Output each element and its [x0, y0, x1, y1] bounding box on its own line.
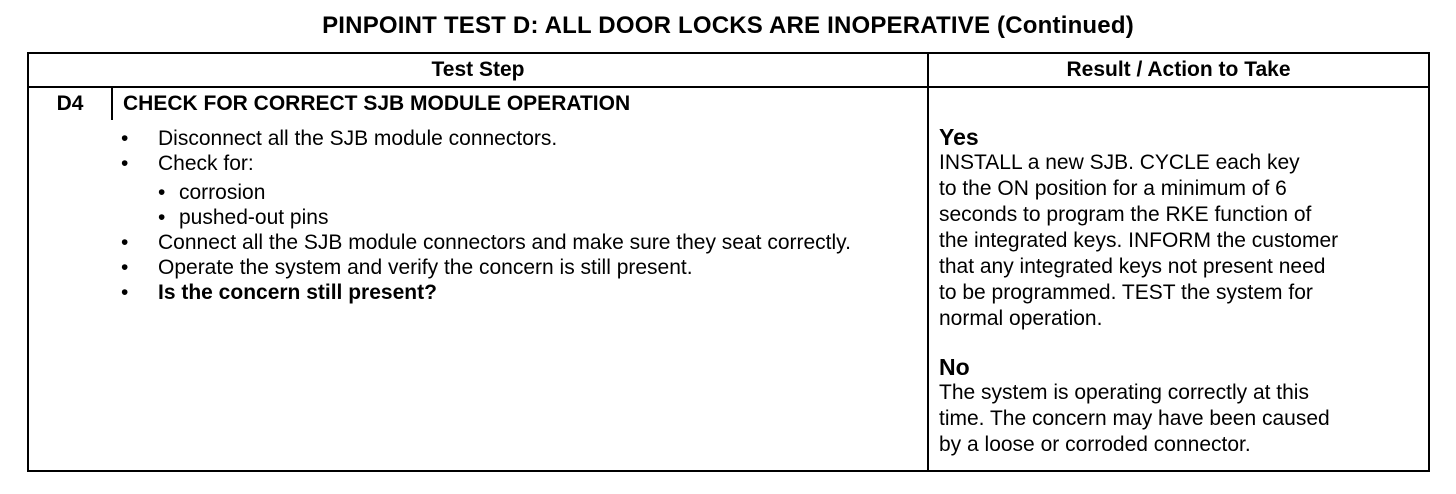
step-text: Operate the system and verify the concern is still present.	[158, 256, 693, 279]
result-spacer	[939, 332, 1420, 354]
result-yes-line: normal operation.	[939, 307, 1103, 330]
list-item	[158, 180, 927, 205]
check-item-text: corrosion	[179, 181, 266, 204]
bullet-icon: •	[121, 127, 129, 150]
result-no-line: by a loose or corroded connector.	[939, 433, 1251, 456]
step-id-blank	[28, 120, 112, 471]
step-title-row	[28, 87, 1429, 120]
step-list	[112, 126, 927, 305]
result-yes-line: INSTALL a new SJB. CYCLE each key	[939, 151, 1300, 174]
result-no-text	[939, 380, 1420, 458]
result-yes-line: the integrated keys. INFORM the customer	[939, 229, 1339, 252]
list-item	[112, 126, 927, 151]
bullet-icon: •	[121, 256, 129, 279]
step-text: Connect all the SJB module connectors and make sure they seat correctly.	[158, 231, 851, 254]
list-item	[112, 255, 927, 280]
result-yes-line: to the ON position for a minimum of 6	[939, 177, 1287, 200]
step-body	[112, 120, 928, 471]
list-item	[112, 230, 927, 255]
list-item	[158, 205, 927, 230]
bullet-icon: •	[121, 231, 129, 254]
step-text: Disconnect all the SJB module connectors.	[158, 127, 558, 150]
list-item	[112, 151, 927, 230]
header-result-action: Result / Action to Take	[928, 53, 1429, 87]
list-item	[112, 280, 927, 305]
result-yes-line: to be programmed. TEST the system for	[939, 281, 1313, 304]
step-text: Check for:	[158, 152, 254, 175]
result-yes-label: Yes	[939, 124, 979, 150]
pinpoint-test-table	[27, 52, 1430, 472]
check-item-text: pushed-out pins	[179, 206, 329, 229]
step-title: CHECK FOR CORRECT SJB MODULE OPERATION	[112, 87, 928, 120]
bullet-icon: •	[121, 152, 129, 175]
result-yes-line: seconds to program the RKE function of	[939, 203, 1312, 226]
bullet-icon: •	[158, 206, 166, 229]
result-no-line: The system is operating correctly at this	[939, 381, 1309, 404]
page-title: PINPOINT TEST D: ALL DOOR LOCKS ARE INOPERATIVE (Continued)	[322, 12, 1134, 39]
result-no-label: No	[939, 354, 970, 380]
bullet-icon: •	[121, 281, 129, 304]
bullet-icon: •	[158, 181, 166, 204]
result-yes-text	[939, 150, 1420, 332]
table-header-row	[28, 53, 1429, 87]
result-yes-line: that any integrated keys not present need	[939, 255, 1326, 278]
result-cell	[928, 87, 1429, 471]
step-question: Is the concern still present?	[158, 281, 437, 304]
result-no-line: time. The concern may have been caused	[939, 407, 1330, 430]
header-test-step: Test Step	[28, 53, 928, 87]
check-list	[158, 180, 927, 230]
step-id: D4	[28, 87, 112, 120]
